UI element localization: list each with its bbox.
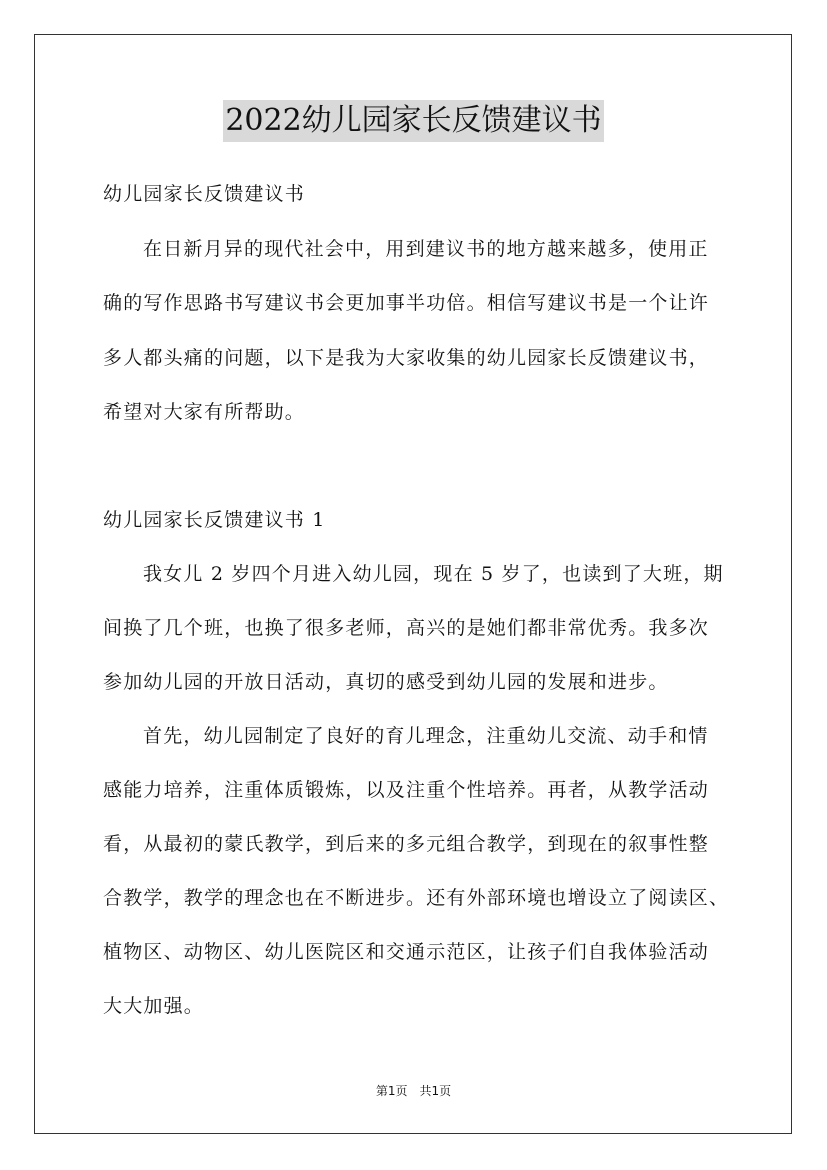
paragraph1-line-3: 参加幼儿园的开放日活动，真切的感受到幼儿园的发展和进步。 xyxy=(103,671,669,693)
paragraph2-line-2: 感能力培养，注重体质锻炼，以及注重个性培养。再者，从教学活动 xyxy=(103,779,710,801)
paragraph2-line-3: 看，从最初的蒙氏教学，到后来的多元组合教学，到现在的叙事性整 xyxy=(103,833,710,855)
paragraph2-line-1: 首先，幼儿园制定了良好的育儿理念，注重幼儿交流、动手和情 xyxy=(143,725,709,747)
document-subtitle: 幼儿园家长反馈建议书 xyxy=(103,183,306,205)
paragraph1-line-2: 间换了几个班，也换了很多老师，高兴的是她们都非常优秀。我多次 xyxy=(103,617,710,639)
intro-line-3: 多人都头痛的问题，以下是我为大家收集的幼儿园家长反馈建议书， xyxy=(103,347,710,369)
intro-line-4: 希望对大家有所帮助。 xyxy=(103,401,306,423)
page-footer: 第1页 共1页 xyxy=(375,1084,452,1098)
paragraph2-line-4: 合教学，教学的理念也在不断进步。还有外部环境也增设立了阅读区、 xyxy=(103,887,730,909)
paragraph2-line-5: 植物区、动物区、幼儿医院区和交通示范区，让孩子们自我体验活动 xyxy=(103,941,710,963)
paragraph2-line-6: 大大加强。 xyxy=(103,995,205,1017)
document-title: 2022幼儿园家长反馈建议书 xyxy=(223,100,603,142)
intro-line-2: 确的写作思路书写建议书会更加事半功倍。相信写建议书是一个让许 xyxy=(103,292,710,314)
intro-line-1: 在日新月异的现代社会中，用到建议书的地方越来越多，使用正 xyxy=(143,238,709,260)
section-heading: 幼儿园家长反馈建议书 1 xyxy=(103,509,326,531)
title-container xyxy=(0,100,827,142)
paragraph1-line-1: 我女儿 2 岁四个月进入幼儿园，现在 5 岁了，也读到了大班，期 xyxy=(143,563,724,585)
